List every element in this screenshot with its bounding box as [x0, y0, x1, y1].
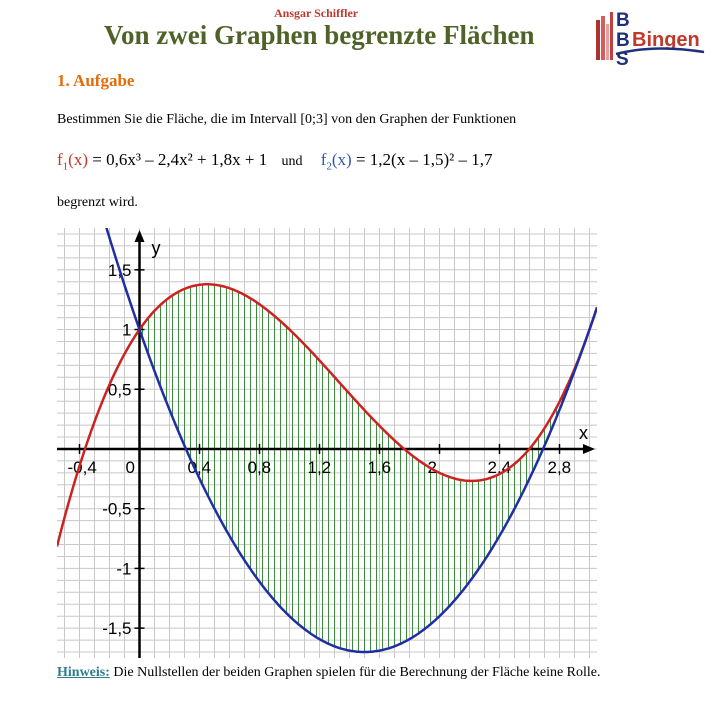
author-name: Ansgar Schiffler: [274, 6, 359, 20]
f2-expression: = 1,2(x – 1,5)² – 1,7: [351, 150, 493, 169]
x-tick-label: 0: [125, 457, 135, 477]
logo-letter-s: S: [616, 49, 629, 68]
logo-letter-b1: B: [616, 10, 630, 31]
logo-letter-b2: B: [616, 30, 630, 51]
conjunction: und: [281, 154, 303, 169]
task-intro: Bestimmen Sie die Fläche, die im Intervall [0;3] von den Graphen der Funktionen: [57, 112, 517, 127]
function-graph: [57, 228, 597, 658]
x-tick-label: -0,4: [67, 457, 97, 477]
y-tick-label: -1: [116, 559, 132, 579]
task-heading: 1. Aufgabe: [57, 71, 135, 90]
y-tick-label: 1: [122, 320, 132, 340]
y-axis-label: y: [151, 238, 161, 258]
x-tick-label: 1,2: [307, 457, 332, 477]
bbs-bingen-logo: [594, 8, 706, 68]
y-tick-label: -0,5: [102, 499, 132, 519]
page-title: Von zwei Graphen begrenzte Flächen: [104, 20, 535, 50]
f1-name: $f_1(x)$: [57, 150, 88, 173]
hint-paragraph: [57, 665, 601, 681]
curve-f2: [57, 228, 597, 652]
y-tick-label: 1,5: [107, 260, 132, 280]
f1-expression: = 0,6x³ – 2,4x² + 1,8x + 1: [88, 150, 268, 169]
hint-text: Die Nullstellen der beiden Graphen spielen für die Berechnung der Fläche keine Rolle.: [109, 665, 601, 680]
x-tick-label: 2,4: [487, 457, 512, 477]
x-tick-label: 2,8: [547, 457, 572, 477]
hint-label: Hinweis:: [57, 665, 110, 680]
x-tick-label: 2: [427, 457, 437, 477]
logo-building-icon: [596, 12, 613, 60]
function-definitions: [57, 150, 492, 172]
x-axis-label: x: [579, 422, 588, 443]
y-axis-arrow: [135, 230, 145, 242]
y-tick-label: 0,5: [107, 380, 132, 400]
f2-name: $f_2(x)$: [320, 150, 352, 173]
x-tick-label: 0,4: [187, 457, 212, 477]
x-tick-label: 1,6: [367, 457, 392, 477]
task-outro: begrenzt wird.: [57, 195, 138, 210]
logo-text: Bingen: [632, 29, 700, 51]
y-tick-label: -1,5: [102, 619, 132, 639]
x-tick-label: 0,8: [247, 457, 272, 477]
